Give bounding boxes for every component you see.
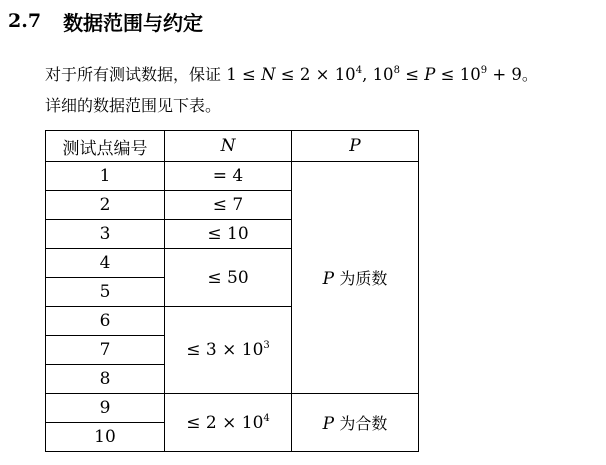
math-p-exp-upper: 9 xyxy=(480,65,488,76)
section-heading xyxy=(8,6,203,36)
math-le-2: ≤ xyxy=(280,65,295,84)
n-range-cell: ≤ 7 xyxy=(165,191,292,220)
n-range-cell xyxy=(165,307,292,394)
n-range-cell: ≤ 50 xyxy=(165,249,292,307)
math-comma: , xyxy=(362,65,368,84)
table-row xyxy=(46,394,419,423)
math-var-n: N xyxy=(261,65,276,84)
p-condition: 为合数 xyxy=(339,414,388,433)
p-condition: 为质数 xyxy=(339,269,388,288)
n-range-cell: = 4 xyxy=(165,162,292,191)
n-range-exponent: 3 xyxy=(263,340,270,351)
test-id-cell: 2 xyxy=(46,191,165,220)
table-row xyxy=(46,162,419,191)
header-p: P xyxy=(292,131,419,162)
table-header-row xyxy=(46,131,419,162)
section-title: 数据范围与约定 xyxy=(63,10,204,35)
p-var: P xyxy=(322,269,335,289)
section-number: 2.7 xyxy=(8,10,42,32)
p-range-cell xyxy=(292,394,419,452)
n-range-text: ≤ 2 × 10 xyxy=(186,412,264,433)
n-range-text: ≤ 3 × 10 xyxy=(186,340,264,360)
constraint-prefix: 对于所有测试数据，保证 xyxy=(45,65,222,84)
p-var: P xyxy=(322,414,335,434)
math-n-exp: 4 xyxy=(355,65,363,76)
constraint-suffix: 。 xyxy=(521,65,538,84)
math-times: × xyxy=(315,65,330,84)
math-n-coef: 2 xyxy=(299,65,311,84)
test-id-cell: 4 xyxy=(46,249,165,278)
test-id-cell: 7 xyxy=(46,336,165,365)
test-id-cell: 8 xyxy=(46,365,165,394)
math-le-3: ≤ xyxy=(405,65,420,84)
math-n-lower: 1 xyxy=(226,65,237,84)
table-intro: 详细的数据范围见下表。 xyxy=(45,96,222,115)
n-range-cell xyxy=(165,394,292,452)
constraints-table xyxy=(45,130,419,452)
test-id-cell: 9 xyxy=(46,394,165,423)
math-le-4: ≤ xyxy=(440,65,455,84)
test-id-cell: 3 xyxy=(46,220,165,249)
math-plus: + xyxy=(492,65,507,84)
test-id-cell: 1 xyxy=(46,162,165,191)
math-p-base-upper: 10 xyxy=(459,65,481,84)
math-p-base-lower: 10 xyxy=(372,65,394,84)
math-p-exp-lower: 8 xyxy=(393,65,400,76)
header-n: N xyxy=(165,131,292,162)
test-id-cell: 6 xyxy=(46,307,165,336)
n-range-exponent: 4 xyxy=(263,412,270,424)
p-range-cell xyxy=(292,162,419,394)
math-var-p: P xyxy=(424,65,436,84)
n-range-cell: ≤ 10 xyxy=(165,220,292,249)
math-p-add: 9 xyxy=(511,65,522,84)
test-id-cell: 5 xyxy=(46,278,165,307)
math-le-1: ≤ xyxy=(242,65,256,84)
header-test-id: 测试点编号 xyxy=(46,131,165,162)
test-id-cell: 10 xyxy=(46,423,165,452)
math-n-base: 10 xyxy=(334,65,356,84)
constraint-sentence xyxy=(45,64,538,86)
